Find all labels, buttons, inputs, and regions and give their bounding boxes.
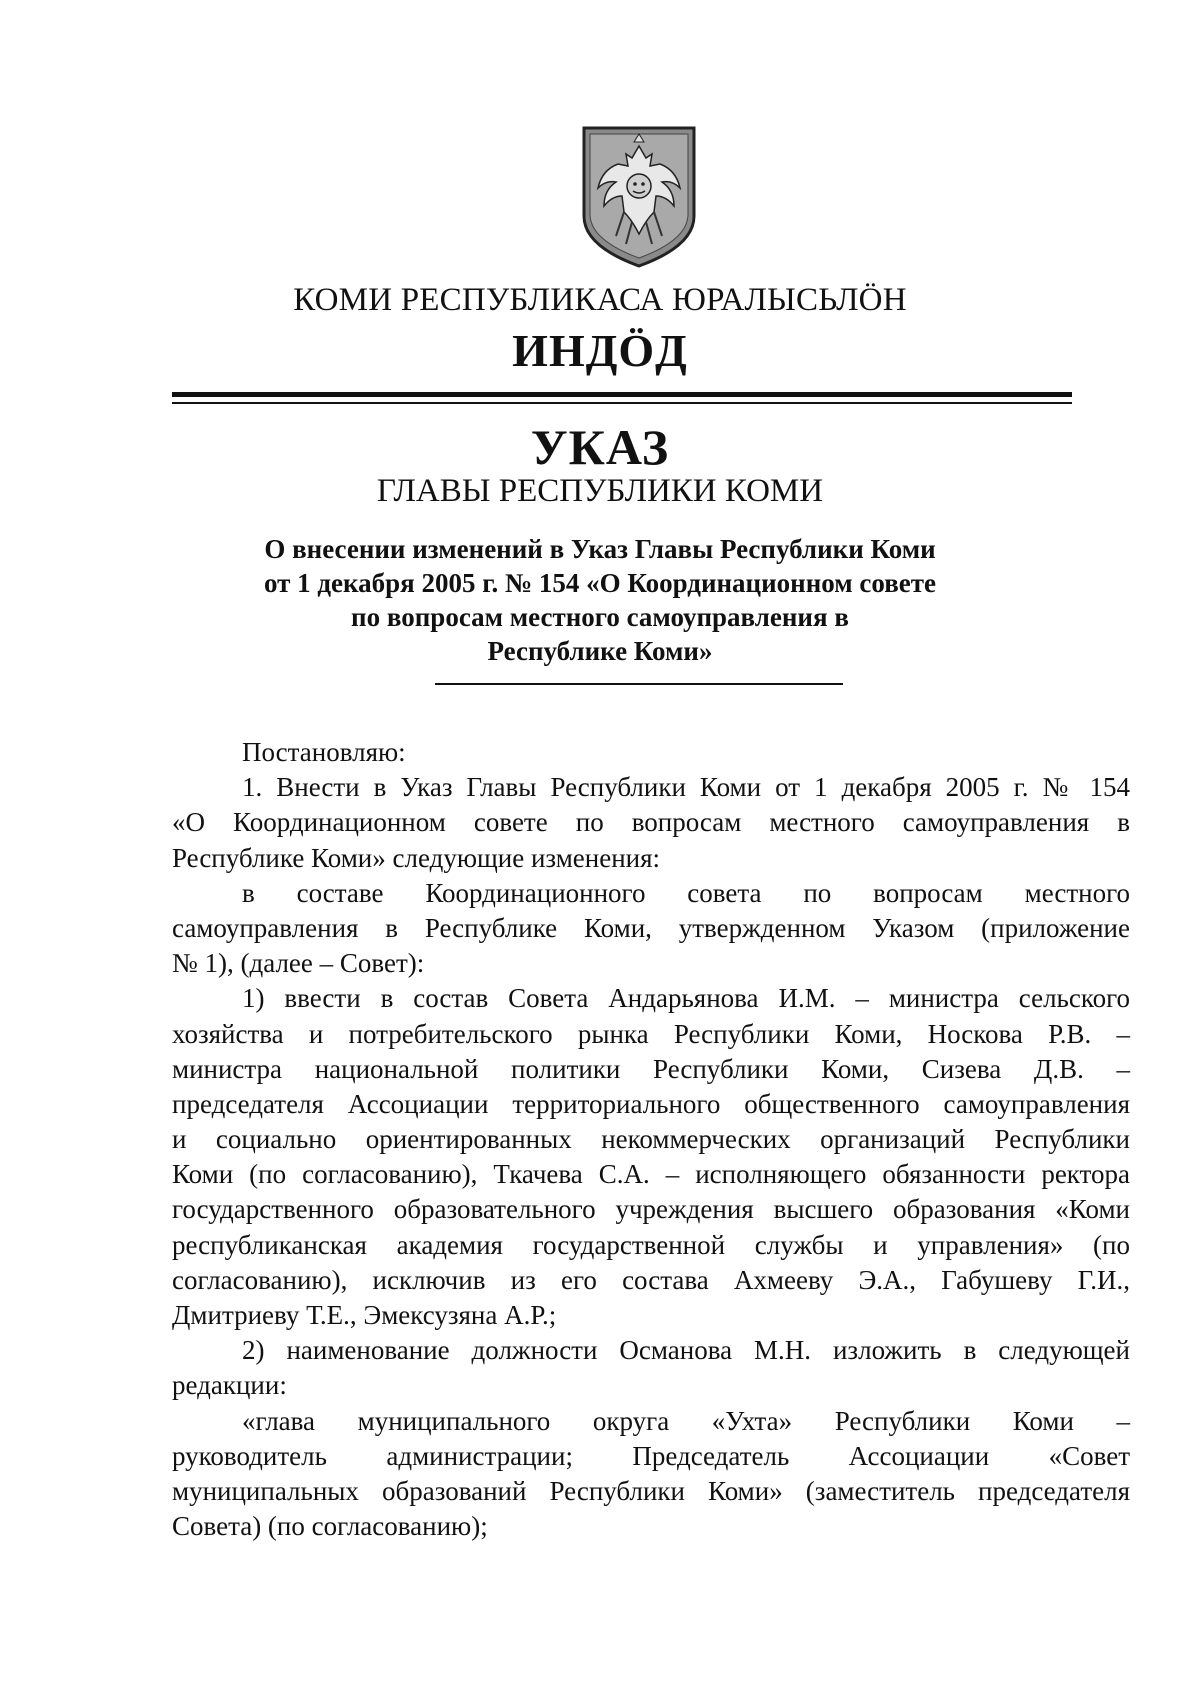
document-title <box>220 532 980 668</box>
body-line: Постановляю: <box>242 737 406 767</box>
body-line: 1. Внести в Указ Главы Республики Коми от 1 декабря 2005 г. № 154 <box>242 772 1130 803</box>
body-line: редакции: <box>172 1370 287 1401</box>
body-line: министра национальной политики Республики Коми, Сизева Д.В. – <box>172 1053 1130 1084</box>
document-body <box>172 735 1130 1544</box>
body-line: «глава муниципального округа «Ухта» Республики Коми – <box>242 1405 1130 1436</box>
body-line: 1) ввести в состав Совета Андарьянова И.М. – министра сельского <box>242 983 1130 1014</box>
title-line: О внесении изменений в Указ Главы Республики Коми <box>264 534 936 564</box>
body-line: руководитель администрации; Председатель Ассоциации «Совет <box>172 1440 1130 1471</box>
title-underline <box>435 683 843 685</box>
coat-of-arms-emblem <box>580 124 698 270</box>
body-line: Коми (по согласованию), Ткачева С.А. – исполняющего обязанности ректора <box>172 1159 1130 1190</box>
body-line: председателя Ассоциации территориального общественного самоуправления <box>172 1088 1130 1119</box>
body-line: Республике Коми» следующие изменения: <box>172 842 661 873</box>
body-line: хозяйства и потребительского рынка Республики Коми, Носкова Р.В. – <box>172 1018 1130 1049</box>
body-line: «О Координационном совете по вопросам местного самоуправления в <box>172 807 1130 838</box>
title-line: Республике Коми» <box>487 636 713 666</box>
body-line: республиканская академия государственной службы и управления» (по <box>172 1229 1130 1260</box>
republic-name-komi: КОМИ РЕСПУБЛИКАСА ЮРАЛЫСЬЛÖН <box>293 282 907 318</box>
body-line: Дмитриеву Т.Е., Эмексузяна А.Р.; <box>172 1300 557 1330</box>
body-line: и социально ориентированных некоммерческих организаций Республики <box>172 1124 1130 1155</box>
body-line: в составе Координационного совета по вопросам местного <box>242 877 1130 908</box>
body-line: согласованию), исключив из его состава Ахмееву Э.А., Габушеву Г.И., <box>172 1264 1130 1295</box>
title-line: по вопросам местного самоуправления в <box>351 602 849 632</box>
decree-word: УКАЗ <box>530 419 670 475</box>
body-line: 2) наименование должности Османова М.Н. изложить в следующей <box>242 1335 1130 1366</box>
body-line: самоуправления в Республике Коми, утвержденном Указом (приложение <box>172 912 1130 943</box>
decree-word-komi: ИНДÖД <box>512 325 688 376</box>
body-line: № 1), (далее – Совет): <box>172 948 425 979</box>
body-line: Совета) (по согласованию); <box>172 1511 488 1542</box>
header-divider-thin <box>172 402 1072 404</box>
body-line: государственного образовательного учреждения высшего образования «Коми <box>172 1194 1130 1225</box>
body-line: муниципальных образований Республики Коми» (заместитель председателя <box>172 1475 1130 1506</box>
header-divider-thick <box>172 392 1072 397</box>
decree-issuer: ГЛАВЫ РЕСПУБЛИКИ КОМИ <box>376 473 824 509</box>
title-line: от 1 декабря 2005 г. № 154 «О Координационном совете <box>263 568 937 598</box>
